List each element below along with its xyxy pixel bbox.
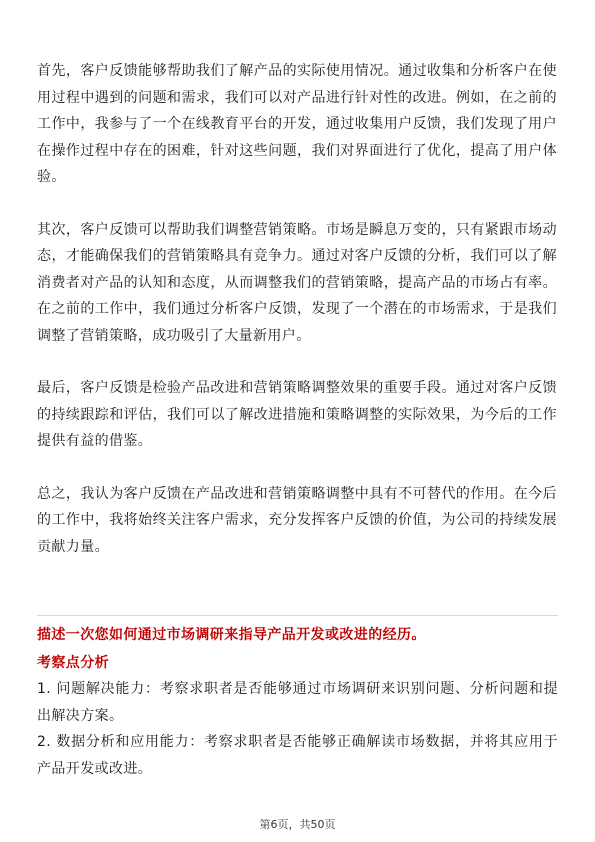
paragraph-conclusion: 总之，我认为客户反馈在产品改进和营销策略调整中具有不可替代的作用。在今后的工作中，我将始终关注客户需求，充分发挥客户反馈的价值，为公司的持续发展贡献力量。 [37, 485, 557, 555]
paragraph-third: 最后，客户反馈是检验产品改进和营销策略调整效果的重要手段。通过对客户反馈的持续跟踪和评估，我们可以了解改进措施和策略调整的实际效果，为今后的工作提供有益的借鉴。 [37, 380, 557, 449]
analysis-heading: 考察点分析 [37, 655, 109, 671]
page-number: 第6页，共50页 [259, 818, 336, 831]
paragraph-second: 其次，客户反馈可以帮助我们调整营销策略。市场是瞬息万变的，只有紧跟市场动态，才能确保我们的营销策略具有竞争力。通过对客户反馈的分析，我们可以了解消费者对产品的认知和态度，从而调整我们的营销策略，提高产品的市场占有率。在之前的工作中，我们通过分析客户反馈，发现了一个潜在的市场需求，于是我们调整了营销策略，成功吸引了大量新用户。 [37, 221, 557, 344]
question-heading: 描述一次您如何通过市场调研来指导产品开发或改进的经历。 [37, 627, 426, 643]
section-divider [37, 615, 558, 616]
paragraph-first: 首先，客户反馈能够帮助我们了解产品的实际使用情况。通过收集和分析客户在使用过程中遇到的问题和需求，我们可以对产品进行针对性的改进。例如，在之前的工作中，我参与了一个在线教育平台的开发，通过收集用户反馈，我们发现了用户在操作过程中存在的困难，针对这些问题，我们对界面进行了优化，提高了用户体验。 [37, 63, 557, 185]
answer-body [37, 58, 557, 586]
analysis-point-1: 1. 问题解决能力：考察求职者是否能够通过市场调研来识别问题、分析问题和提出解决方案。 [37, 681, 558, 724]
analysis-point-2: 2. 数据分析和应用能力：考察求职者是否能够正确解读市场数据，并将其应用于产品开发或改进。 [37, 734, 558, 777]
question-section [37, 622, 558, 782]
